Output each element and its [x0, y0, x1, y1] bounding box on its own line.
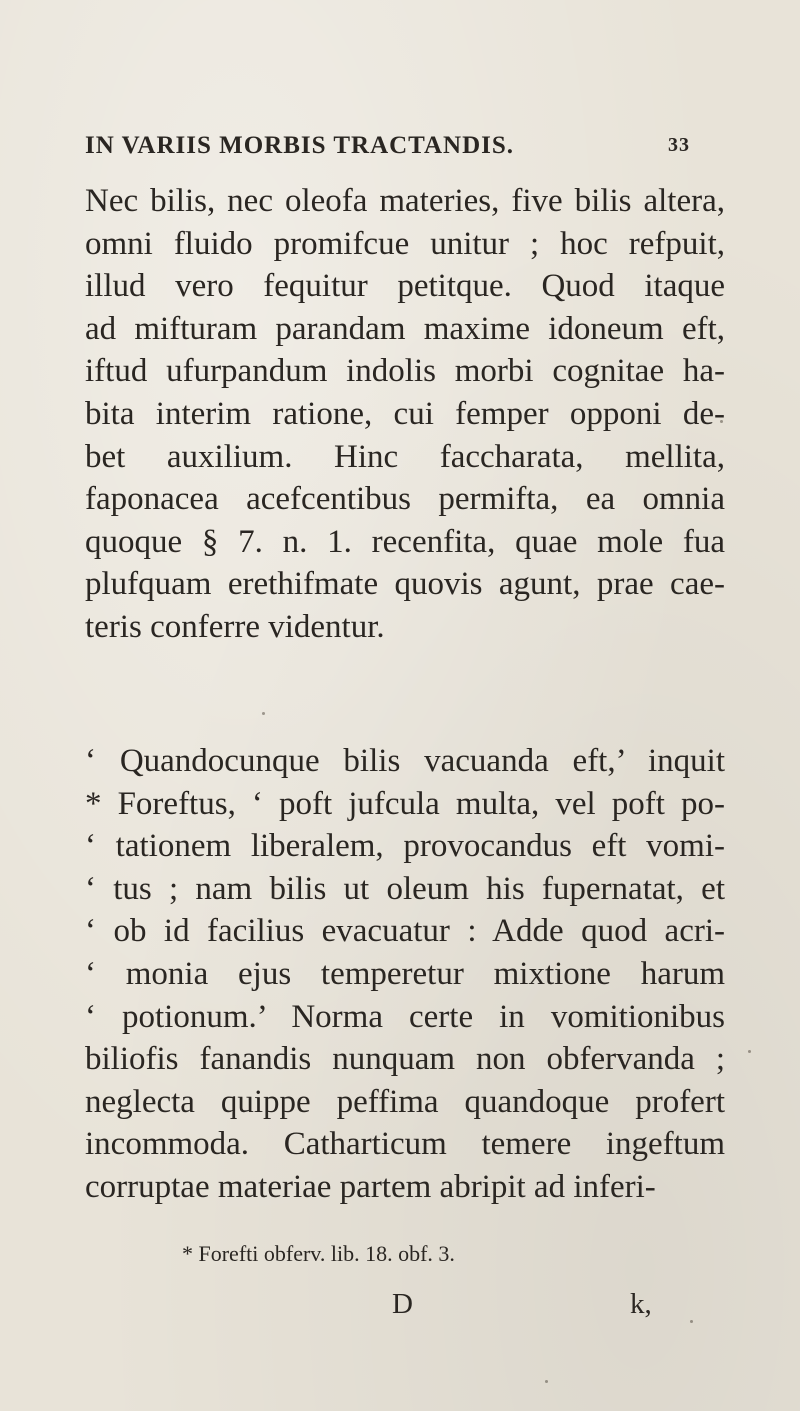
text-line: Nec bilis, nec oleofa materies, five bilis altera,: [85, 183, 725, 219]
text-line: * Foreftus, ‘ poft jufcula multa, vel poft po-: [85, 785, 725, 822]
paper-speck: [545, 1380, 548, 1383]
signature-mark: D: [392, 1288, 413, 1320]
text-line: biliofis fanandis nunquam non obfervanda ;: [85, 1041, 725, 1078]
text-line: omni fluido promifcue unitur ; hoc refpuit,: [85, 225, 725, 262]
paper-speck: [748, 1050, 751, 1053]
text-line: iftud ufurpandum indolis morbi cognitae ha-: [85, 353, 725, 390]
text-line: ‘ ob id facilius evacuatur : Adde quod acri-: [85, 913, 725, 950]
footnote: * Forefti obferv. lib. 18. obf. 3.: [182, 1241, 455, 1266]
paper-speck: [690, 1320, 693, 1323]
text-line: quoque § 7. n. 1. recenfita, quae mole fua: [85, 523, 725, 560]
text-line: ‘ tationem liberalem, provocandus eft vomi-: [85, 828, 725, 865]
paragraph-2: [85, 740, 725, 1209]
text-line: plufquam erethifmate quovis agunt, prae cae-: [85, 566, 725, 603]
text-line: corruptae materiae partem abripit ad inferi-: [85, 1168, 656, 1205]
text-line: ‘ monia ejus temperetur mixtione harum: [85, 955, 725, 992]
text-line: ‘ tus ; nam bilis ut oleum his fupernatat, et: [85, 870, 725, 907]
paragraph-1: [85, 180, 725, 649]
text-line: ‘ Quandocunque bilis vacuanda eft,’ inquit: [85, 743, 725, 779]
text-line: ad mifturam parandam maxime idoneum eft,: [85, 310, 725, 347]
running-title: IN VARIIS MORBIS TRACTANDIS.: [85, 132, 515, 159]
text-line: bet auxilium. Hinc faccharata, mellita,: [85, 438, 725, 475]
text-line: neglecta quippe peffima quandoque profert: [85, 1083, 725, 1120]
catchword: k,: [630, 1288, 652, 1320]
text-line: faponacea acefcentibus permifta, ea omnia: [85, 481, 725, 518]
page-number: 33: [668, 134, 690, 156]
text-line: teris conferre videntur.: [85, 608, 385, 645]
paper-speck: [720, 420, 723, 423]
text-line: bita interim ratione, cui femper opponi de-: [85, 395, 725, 432]
text-line: ‘ potionum.’ Norma certe in vomitionibus: [85, 998, 725, 1035]
text-line: illud vero fequitur petitque. Quod itaque: [85, 268, 725, 305]
text-line: incommoda. Catharticum temere ingeftum: [85, 1126, 725, 1163]
paper-speck: [262, 712, 265, 715]
